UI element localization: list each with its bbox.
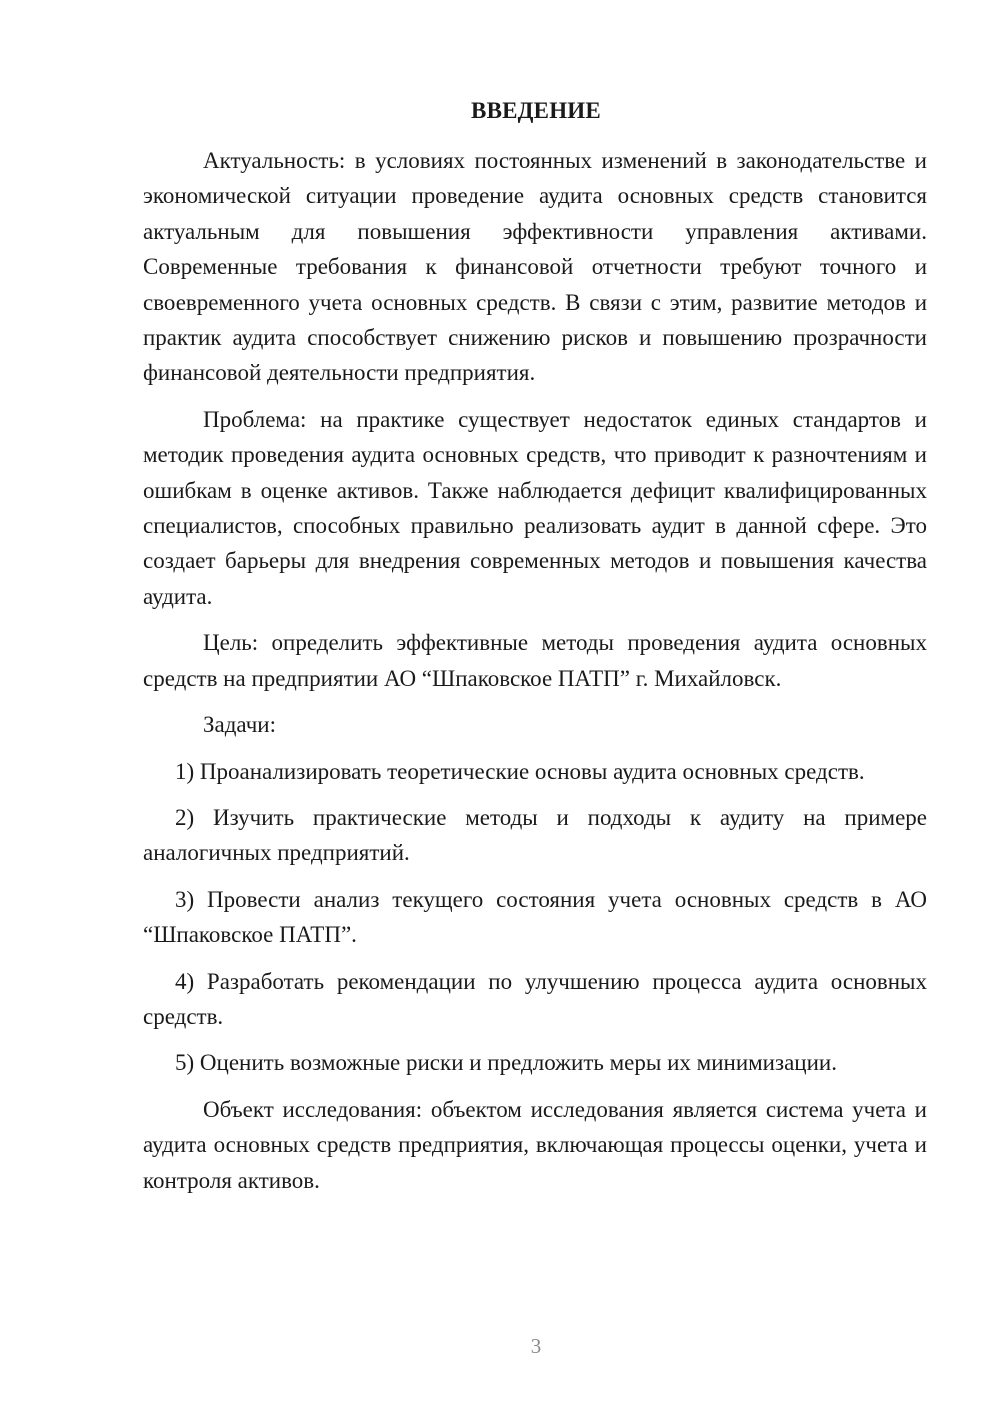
paragraph-goal: Цель: определить эффективные методы проведения аудита основных средств на предприятии АО “Шпаковское ПАТП” г. Михайловск. [143,630,927,691]
paragraph-object: Объект исследования: объектом исследования является система учета и аудита основных средств предприятия, включающая процессы оценки, учета и контроля активов. [143,1096,927,1193]
task-item-3: 3) Провести анализ текущего состояния учета основных средств в АО “Шпаковское ПАТП”. [143,886,927,948]
task-item-2: 2) Изучить практические методы и подходы к аудиту на примере аналогичных предприятий. [143,804,927,866]
task-item-5: 5) Оценить возможные риски и предложить меры их минимизации. [175,1050,837,1076]
paragraph-relevance: Актуальность: в условиях постоянных изменений в законодательстве и экономической ситуации проведение аудита основных средств становится актуальным для повышения эффективности управления активами. Современные требования к финансовой отчетности требуют точного и своевременного учета основных средств. В связи с этим, развитие методов и практик аудита способствует снижению рисков и повышению прозрачности финансовой деятельности предприятия. [143,148,927,386]
tasks-heading: Задачи: [203,712,276,738]
section-title: ВВЕДЕНИЕ [471,98,601,123]
document-body [143,143,927,1209]
task-item-1: 1) Проанализировать теоретические основы аудита основных средств. [175,758,865,784]
page-number: 3 [530,1334,542,1358]
paragraph-problem: Проблема: на практике существует недостаток единых стандартов и методик проведения аудита основных средств, что приводит к разночтениям и ошибкам в оценке активов. Также наблюдается дефицит квалифицированных специалистов, способных правильно реализовать аудит в данной сфере. Это создает барьеры для внедрения современных методов и повышения качества аудита. [143,406,927,609]
task-item-4: 4) Разработать рекомендации по улучшению процесса аудита основных средств. [143,968,927,1029]
